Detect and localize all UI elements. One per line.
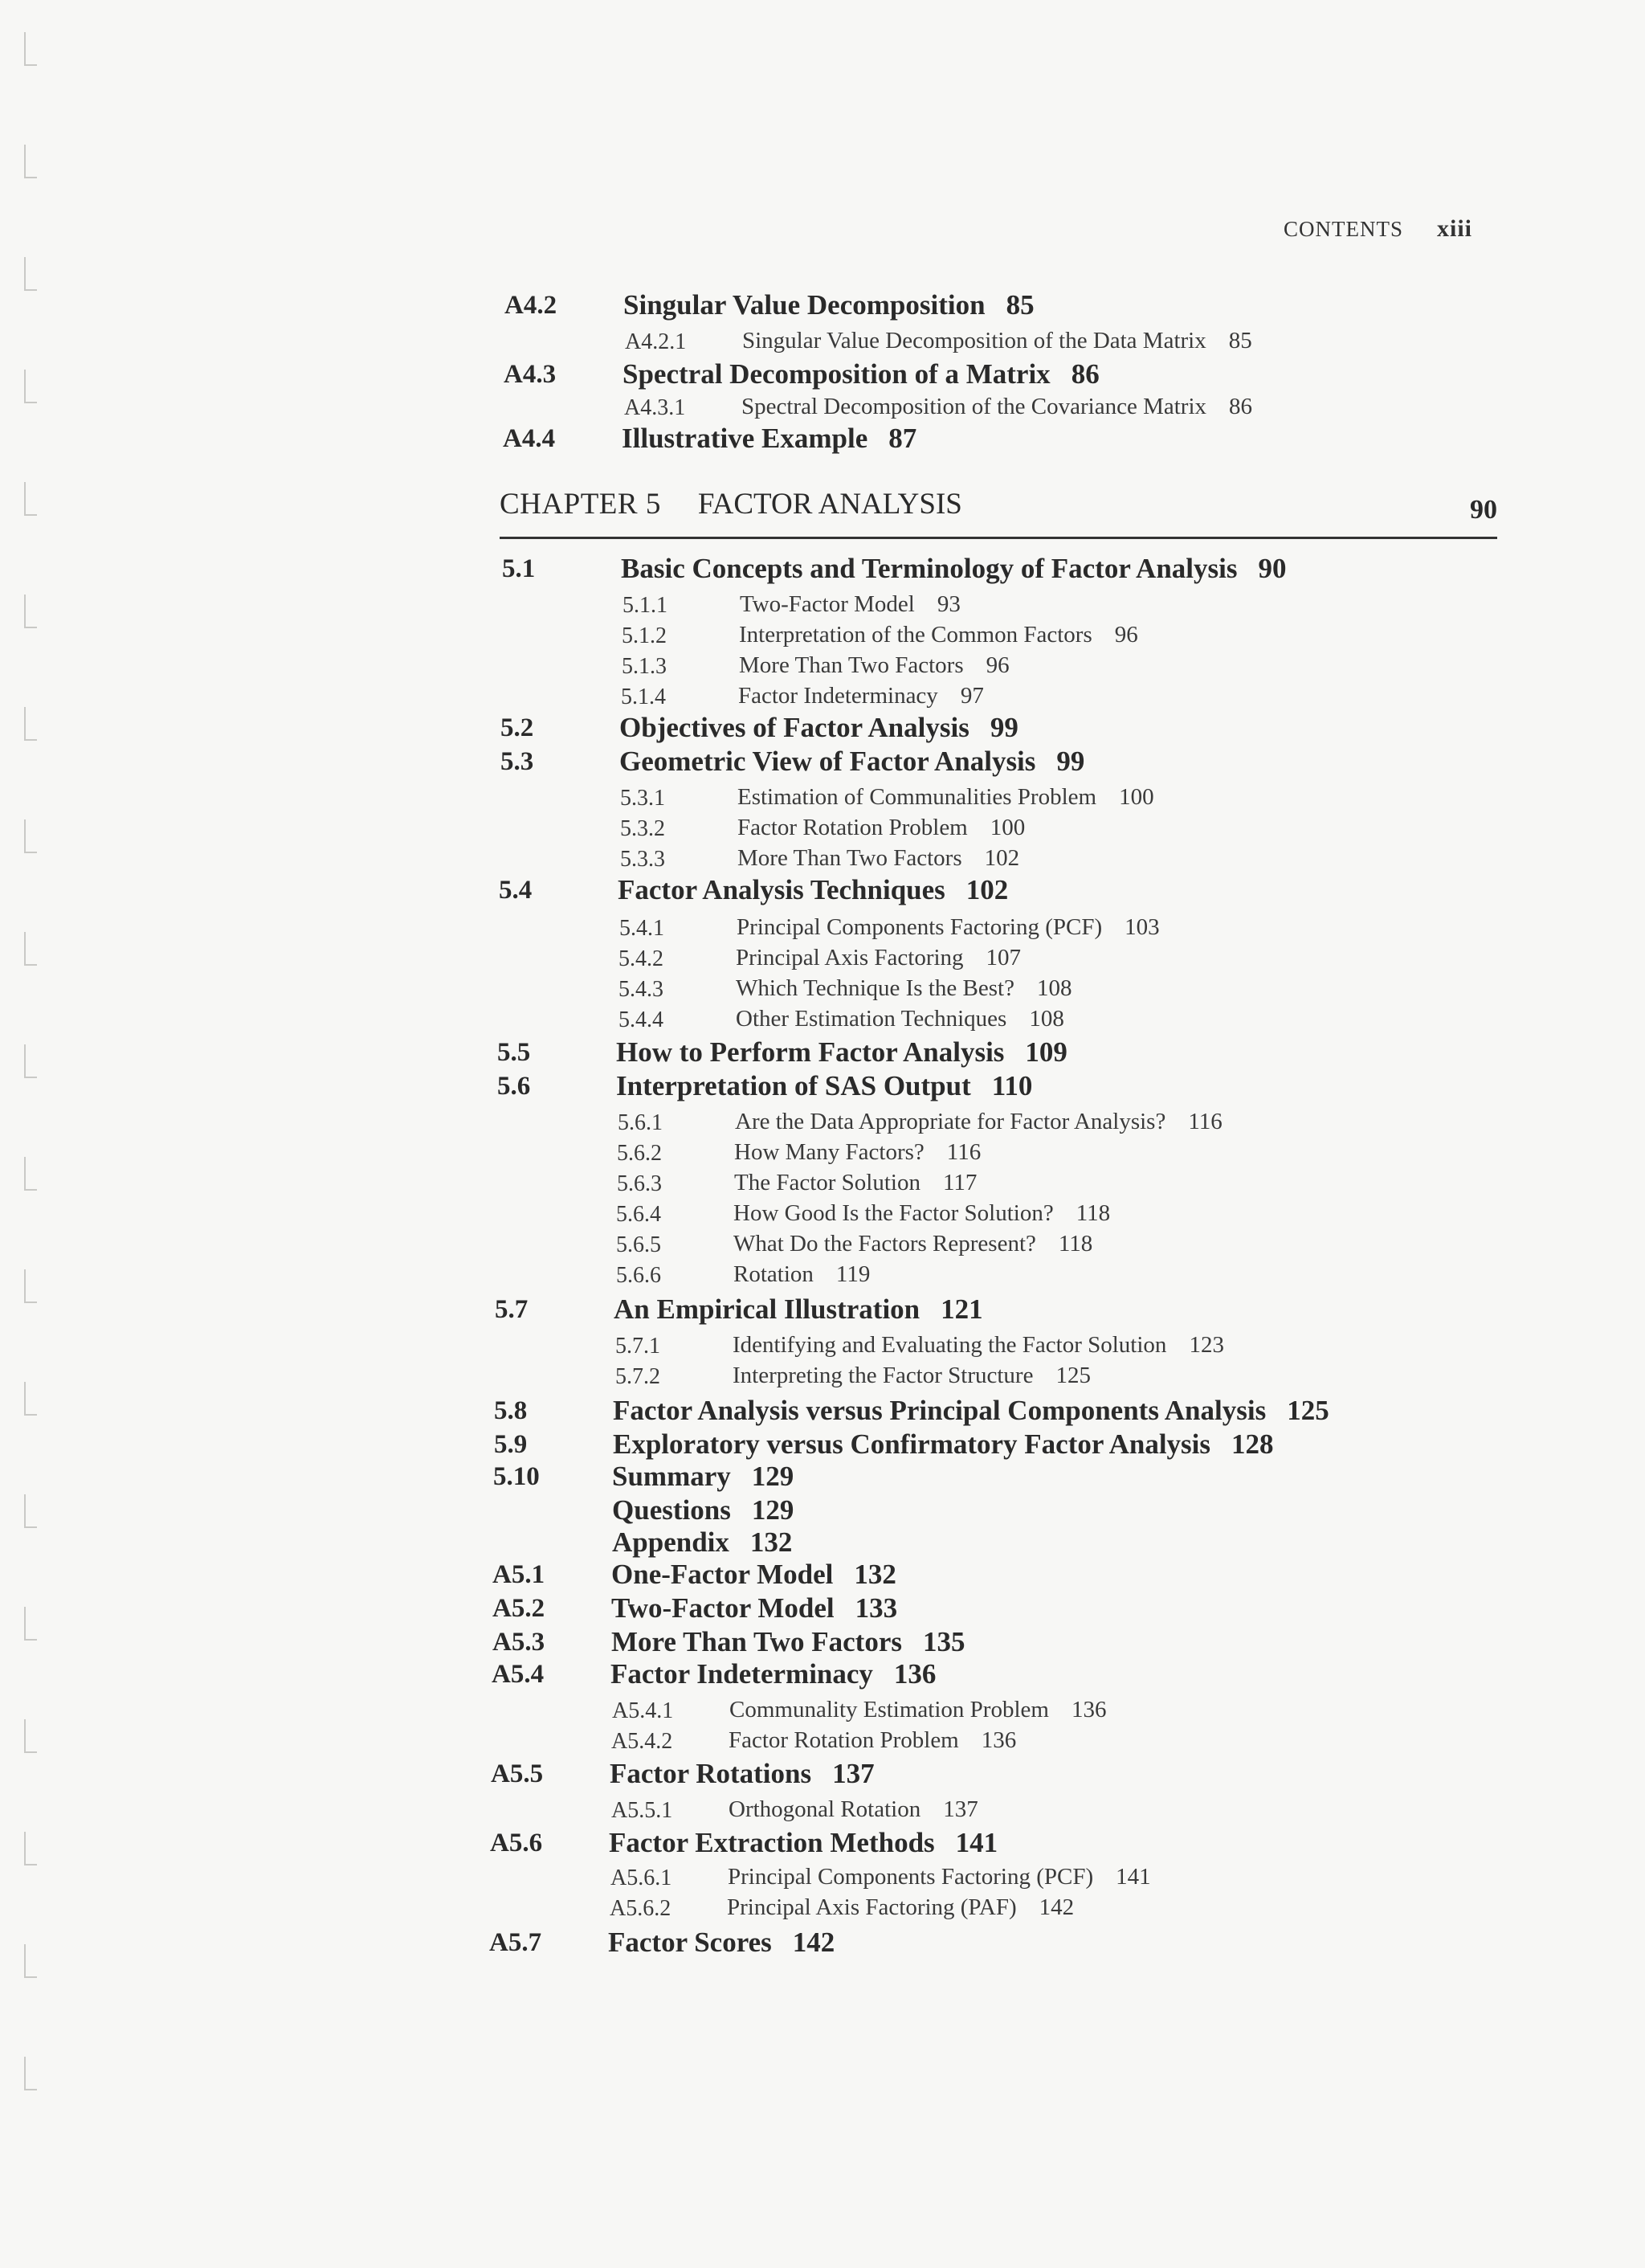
toc-entry[interactable] — [733, 1363, 1091, 1389]
toc-entry-title: Exploratory versus Confirmatory Factor Analysis — [613, 1428, 1211, 1460]
toc-entry-page: 107 — [986, 945, 1022, 971]
toc-entry-page: 96 — [1114, 622, 1138, 648]
toc-entry-number: 5.4.4 — [618, 1007, 663, 1032]
toc-entry-title: Spectral Decomposition of a Matrix — [622, 358, 1051, 390]
toc-entry-page: 109 — [1025, 1036, 1067, 1068]
toc-entry-number: 5.1.3 — [622, 654, 667, 679]
toc-entry[interactable] — [623, 289, 1035, 321]
toc-entry-page: 128 — [1231, 1428, 1274, 1460]
toc-entry-number: 5.6.3 — [617, 1171, 662, 1196]
toc-entry-title: Singular Value Decomposition of the Data Matrix — [742, 328, 1206, 353]
toc-entry-page: 85 — [1228, 328, 1252, 353]
toc-entry[interactable] — [739, 652, 1010, 679]
toc-entry-title: Principal Axis Factoring (PAF) — [727, 1894, 1017, 1920]
toc-entry-number: 5.6.4 — [616, 1202, 661, 1227]
toc-entry-title: Estimation of Communalities Problem — [737, 784, 1097, 810]
toc-entry-title: Objectives of Factor Analysis — [619, 712, 969, 743]
toc-entry-number: A5.6.2 — [610, 1896, 671, 1921]
toc-entry[interactable] — [741, 394, 1252, 420]
chapter-title: FACTOR ANALYSIS — [697, 488, 962, 521]
chapter-page: 90 — [1470, 495, 1497, 525]
toc-entry-page: 142 — [1039, 1894, 1075, 1920]
toc-entry[interactable] — [621, 553, 1286, 585]
toc-entry[interactable] — [729, 1727, 1016, 1754]
toc-entry-title: Factor Rotation Problem — [729, 1727, 959, 1753]
toc-entry[interactable] — [736, 975, 1071, 1002]
toc-entry-number: 5.8 — [494, 1396, 528, 1425]
toc-entry[interactable] — [729, 1697, 1106, 1723]
toc-entry-page: 142 — [792, 1927, 835, 1958]
toc-entry-title: Factor Analysis versus Principal Components Analysis — [613, 1395, 1267, 1426]
toc-entry-page: 100 — [990, 815, 1026, 840]
toc-entry-number: 5.6.5 — [616, 1232, 661, 1257]
toc-entry-page: 117 — [942, 1170, 978, 1195]
toc-entry[interactable] — [612, 1461, 794, 1493]
page-number: xiii — [1437, 215, 1473, 242]
toc-entry-title: Two-Factor Model — [611, 1592, 835, 1624]
toc-entry[interactable] — [727, 1894, 1074, 1921]
toc-entry-page: 90 — [1258, 553, 1287, 584]
toc-entry[interactable] — [619, 712, 1018, 744]
toc-entry-title: Geometric View of Factor Analysis — [619, 746, 1036, 777]
toc-entry-number: A4.3 — [504, 360, 557, 389]
toc-entry-page: 108 — [1036, 975, 1072, 1001]
toc-entry-page: 93 — [937, 591, 961, 617]
toc-entry-page: 129 — [751, 1461, 794, 1492]
toc-entry[interactable] — [609, 1827, 998, 1859]
toc-entry-page: 85 — [1006, 289, 1035, 321]
toc-entry-title: Principal Components Factoring (PCF) — [737, 914, 1103, 940]
toc-entry-number: 5.6.6 — [616, 1263, 661, 1288]
toc-entry-title: Rotation — [733, 1261, 814, 1287]
toc-entry-page: 135 — [922, 1626, 965, 1657]
toc-entry-number: 5.3 — [500, 747, 534, 776]
toc-entry-page: 123 — [1189, 1332, 1224, 1358]
toc-entry[interactable] — [619, 746, 1084, 778]
toc-entry-page: 118 — [1058, 1231, 1093, 1257]
toc-entry-title: Factor Rotation Problem — [737, 815, 968, 840]
toc-entry[interactable] — [622, 423, 916, 455]
toc-entry-number: A5.2 — [492, 1594, 545, 1623]
toc-entry-number: 5.6 — [497, 1072, 531, 1101]
toc-entry-number: 5.6.2 — [617, 1141, 662, 1166]
toc-entry-page: 137 — [832, 1758, 875, 1789]
toc-entry-title: How to Perform Factor Analysis — [616, 1036, 1005, 1068]
toc-entry-title: How Good Is the Factor Solution? — [733, 1200, 1054, 1226]
toc-entry-page: 118 — [1076, 1200, 1111, 1226]
toc-entry-number: 5.2 — [500, 713, 534, 742]
toc-entry-page: 103 — [1125, 914, 1160, 940]
toc-entry-number: 5.7.2 — [615, 1364, 660, 1389]
toc-entry-number: 5.4.1 — [619, 916, 664, 941]
toc-entry-title: Two-Factor Model — [740, 591, 915, 617]
toc-entry-title: One-Factor Model — [611, 1559, 834, 1590]
toc-entry-page: 129 — [751, 1494, 794, 1526]
toc-entry-number: 5.1.2 — [622, 623, 667, 648]
toc-entry-title: Interpretation of SAS Output — [616, 1070, 971, 1101]
toc-entry-title: How Many Factors? — [734, 1139, 925, 1165]
toc-entry-page: 102 — [965, 874, 1009, 905]
toc-entry-title: More Than Two Factors — [611, 1626, 902, 1657]
toc-entry-page: 121 — [941, 1293, 983, 1325]
toc-entry-page: 132 — [854, 1559, 896, 1590]
toc-entry[interactable] — [729, 1796, 978, 1823]
toc-entry[interactable] — [608, 1927, 835, 1959]
toc-entry-number: A5.4.2 — [611, 1729, 673, 1754]
toc-entry-number: 5.7.1 — [615, 1334, 660, 1359]
toc-entry-title: Identifying and Evaluating the Factor Solution — [733, 1332, 1167, 1358]
toc-entry-page: 136 — [981, 1727, 1017, 1753]
toc-entry[interactable] — [611, 1626, 965, 1658]
toc-entry-title: Basic Concepts and Terminology of Factor Analysis — [621, 553, 1238, 584]
toc-entry[interactable] — [740, 591, 961, 618]
toc-entry-page: 97 — [960, 683, 984, 709]
toc-entry[interactable] — [622, 358, 1100, 390]
toc-entry[interactable] — [733, 1261, 870, 1288]
toc-entry[interactable] — [737, 845, 1019, 872]
toc-entry-page: 141 — [1116, 1864, 1151, 1890]
running-title: CONTENTS — [1284, 217, 1403, 241]
toc-entry-page: 116 — [1188, 1109, 1223, 1134]
toc-entry-page: 86 — [1229, 394, 1253, 419]
toc-entry-page: 108 — [1029, 1006, 1064, 1032]
toc-entry[interactable] — [737, 784, 1154, 811]
toc-entry-number: 5.1.1 — [622, 593, 667, 618]
toc-entry[interactable] — [735, 1109, 1223, 1135]
toc-entry-page: 136 — [893, 1658, 937, 1690]
toc-entry-number: A4.2.1 — [625, 329, 687, 354]
toc-entry[interactable] — [734, 1170, 977, 1196]
toc-entry-title: Other Estimation Techniques — [736, 1006, 1007, 1032]
toc-entry-number: 5.4 — [499, 876, 533, 905]
toc-entry-page: 136 — [1071, 1697, 1107, 1722]
toc-entry[interactable] — [742, 328, 1252, 354]
toc-entry-number: A5.6.1 — [610, 1865, 672, 1890]
toc-entry-title: Principal Axis Factoring — [736, 945, 964, 971]
toc-entry[interactable] — [738, 683, 984, 709]
toc-entry[interactable] — [737, 815, 1025, 841]
toc-entry-page: 116 — [946, 1139, 982, 1165]
toc-entry-number: 5.10 — [493, 1462, 540, 1491]
toc-entry-title: Factor Scores — [608, 1927, 772, 1958]
toc-entry-title: What Do the Factors Represent? — [733, 1231, 1036, 1257]
toc-entry-page: 125 — [1287, 1395, 1329, 1426]
toc-entry-title: An Empirical Illustration — [614, 1293, 920, 1325]
toc-entry-title: Questions — [612, 1494, 731, 1526]
toc-entry[interactable] — [610, 1658, 936, 1690]
toc-entry-page: 100 — [1119, 784, 1154, 810]
toc-entry-title: Factor Extraction Methods — [609, 1827, 935, 1858]
toc-entry-number: A5.5.1 — [611, 1798, 673, 1823]
toc-entry-page: 102 — [984, 845, 1020, 871]
toc-entry[interactable] — [616, 1036, 1067, 1069]
toc-entry-page: 87 — [888, 423, 917, 454]
toc-entry-number: A5.1 — [492, 1560, 545, 1589]
toc-entry[interactable] — [611, 1592, 897, 1624]
toc-entry-number: A4.4 — [503, 424, 556, 453]
toc-entry-number: 5.1.4 — [621, 684, 666, 709]
toc-entry[interactable] — [728, 1864, 1151, 1890]
toc-entry[interactable] — [736, 945, 1021, 971]
toc-entry-page: 99 — [990, 712, 1018, 743]
toc-entry-number: 5.1 — [502, 554, 536, 583]
toc-entry-number: 5.3.2 — [620, 816, 665, 841]
toc-entry[interactable] — [734, 1139, 981, 1166]
toc-entry-title: Are the Data Appropriate for Factor Analysis? — [735, 1109, 1166, 1134]
toc-entry-title: Communality Estimation Problem — [729, 1697, 1049, 1722]
toc-entry-page: 119 — [835, 1261, 871, 1287]
toc-entry[interactable] — [733, 1332, 1224, 1359]
toc-entry-number: A5.7 — [489, 1928, 542, 1957]
toc-entry-page: 99 — [1056, 746, 1085, 777]
toc-entry-number: 5.4.2 — [618, 946, 663, 971]
toc-entry-title: Illustrative Example — [622, 423, 868, 454]
toc-entry-title: Appendix — [612, 1526, 729, 1558]
toc-entry[interactable] — [618, 874, 1008, 906]
toc-entry[interactable] — [733, 1231, 1092, 1257]
toc-entry-number: A5.4 — [492, 1660, 545, 1689]
toc-entry-number: A4.3.1 — [624, 395, 686, 420]
toc-entry-title: Principal Components Factoring (PCF) — [728, 1864, 1094, 1890]
toc-entry-title: More Than Two Factors — [737, 845, 962, 871]
toc-entry-title: Factor Rotations — [610, 1758, 812, 1789]
toc-entry-title: Factor Indeterminacy — [610, 1658, 873, 1690]
toc-entry-number: A4.2 — [504, 291, 557, 320]
toc-entry-number: 5.7 — [495, 1295, 529, 1324]
toc-entry[interactable] — [610, 1758, 875, 1790]
toc-entry[interactable] — [739, 622, 1138, 648]
toc-entry-number: A5.5 — [491, 1759, 544, 1788]
toc-entry-title: Summary — [612, 1461, 731, 1492]
toc-entry-number: 5.3.1 — [620, 786, 665, 811]
toc-entry-page: 133 — [855, 1592, 898, 1624]
toc-entry-number: 5.3.3 — [620, 847, 665, 872]
toc-entry[interactable] — [614, 1293, 983, 1326]
toc-entry[interactable] — [616, 1070, 1032, 1102]
toc-entry-title: Factor Indeterminacy — [738, 683, 938, 709]
toc-entry-title: Which Technique Is the Best? — [736, 975, 1014, 1001]
toc-entry-title: Factor Analysis Techniques — [618, 874, 945, 905]
toc-entry-page: 132 — [749, 1526, 793, 1558]
toc-entry[interactable] — [736, 1006, 1064, 1032]
toc-entry-number: 5.6.1 — [618, 1110, 663, 1135]
toc-entry-page: 125 — [1055, 1363, 1091, 1388]
toc-entry-page: 86 — [1071, 358, 1100, 390]
toc-entry-number: A5.4.1 — [612, 1698, 674, 1723]
toc-entry[interactable] — [733, 1200, 1110, 1227]
toc-entry[interactable] — [613, 1395, 1329, 1427]
toc-entry[interactable] — [613, 1428, 1274, 1461]
toc-entry[interactable] — [611, 1559, 896, 1591]
toc-entry[interactable] — [612, 1526, 792, 1559]
toc-entry-number: 5.4.3 — [618, 977, 663, 1002]
toc-entry-title: More Than Two Factors — [739, 652, 964, 678]
toc-entry[interactable] — [737, 914, 1160, 941]
toc-entry-title: The Factor Solution — [734, 1170, 920, 1195]
toc-entry-page: 137 — [943, 1796, 978, 1822]
toc-entry-title: Singular Value Decomposition — [623, 289, 986, 321]
chapter-label: CHAPTER 5 — [500, 488, 661, 521]
toc-entry-page: 110 — [991, 1070, 1033, 1101]
toc-entry-number: A5.6 — [490, 1829, 543, 1857]
toc-entry-number: A5.3 — [492, 1628, 545, 1657]
toc-entry[interactable] — [612, 1494, 794, 1526]
toc-entry-title: Orthogonal Rotation — [729, 1796, 921, 1822]
toc-entry-number: 5.9 — [494, 1430, 528, 1459]
toc-entry-number: 5.5 — [497, 1038, 531, 1067]
toc-entry-page: 96 — [986, 652, 1010, 678]
toc-entry-page: 141 — [955, 1827, 998, 1858]
toc-entry-title: Spectral Decomposition of the Covariance Matrix — [741, 394, 1207, 419]
toc-entry-title: Interpreting the Factor Structure — [733, 1363, 1034, 1388]
toc-entry-title: Interpretation of the Common Factors — [739, 622, 1092, 648]
